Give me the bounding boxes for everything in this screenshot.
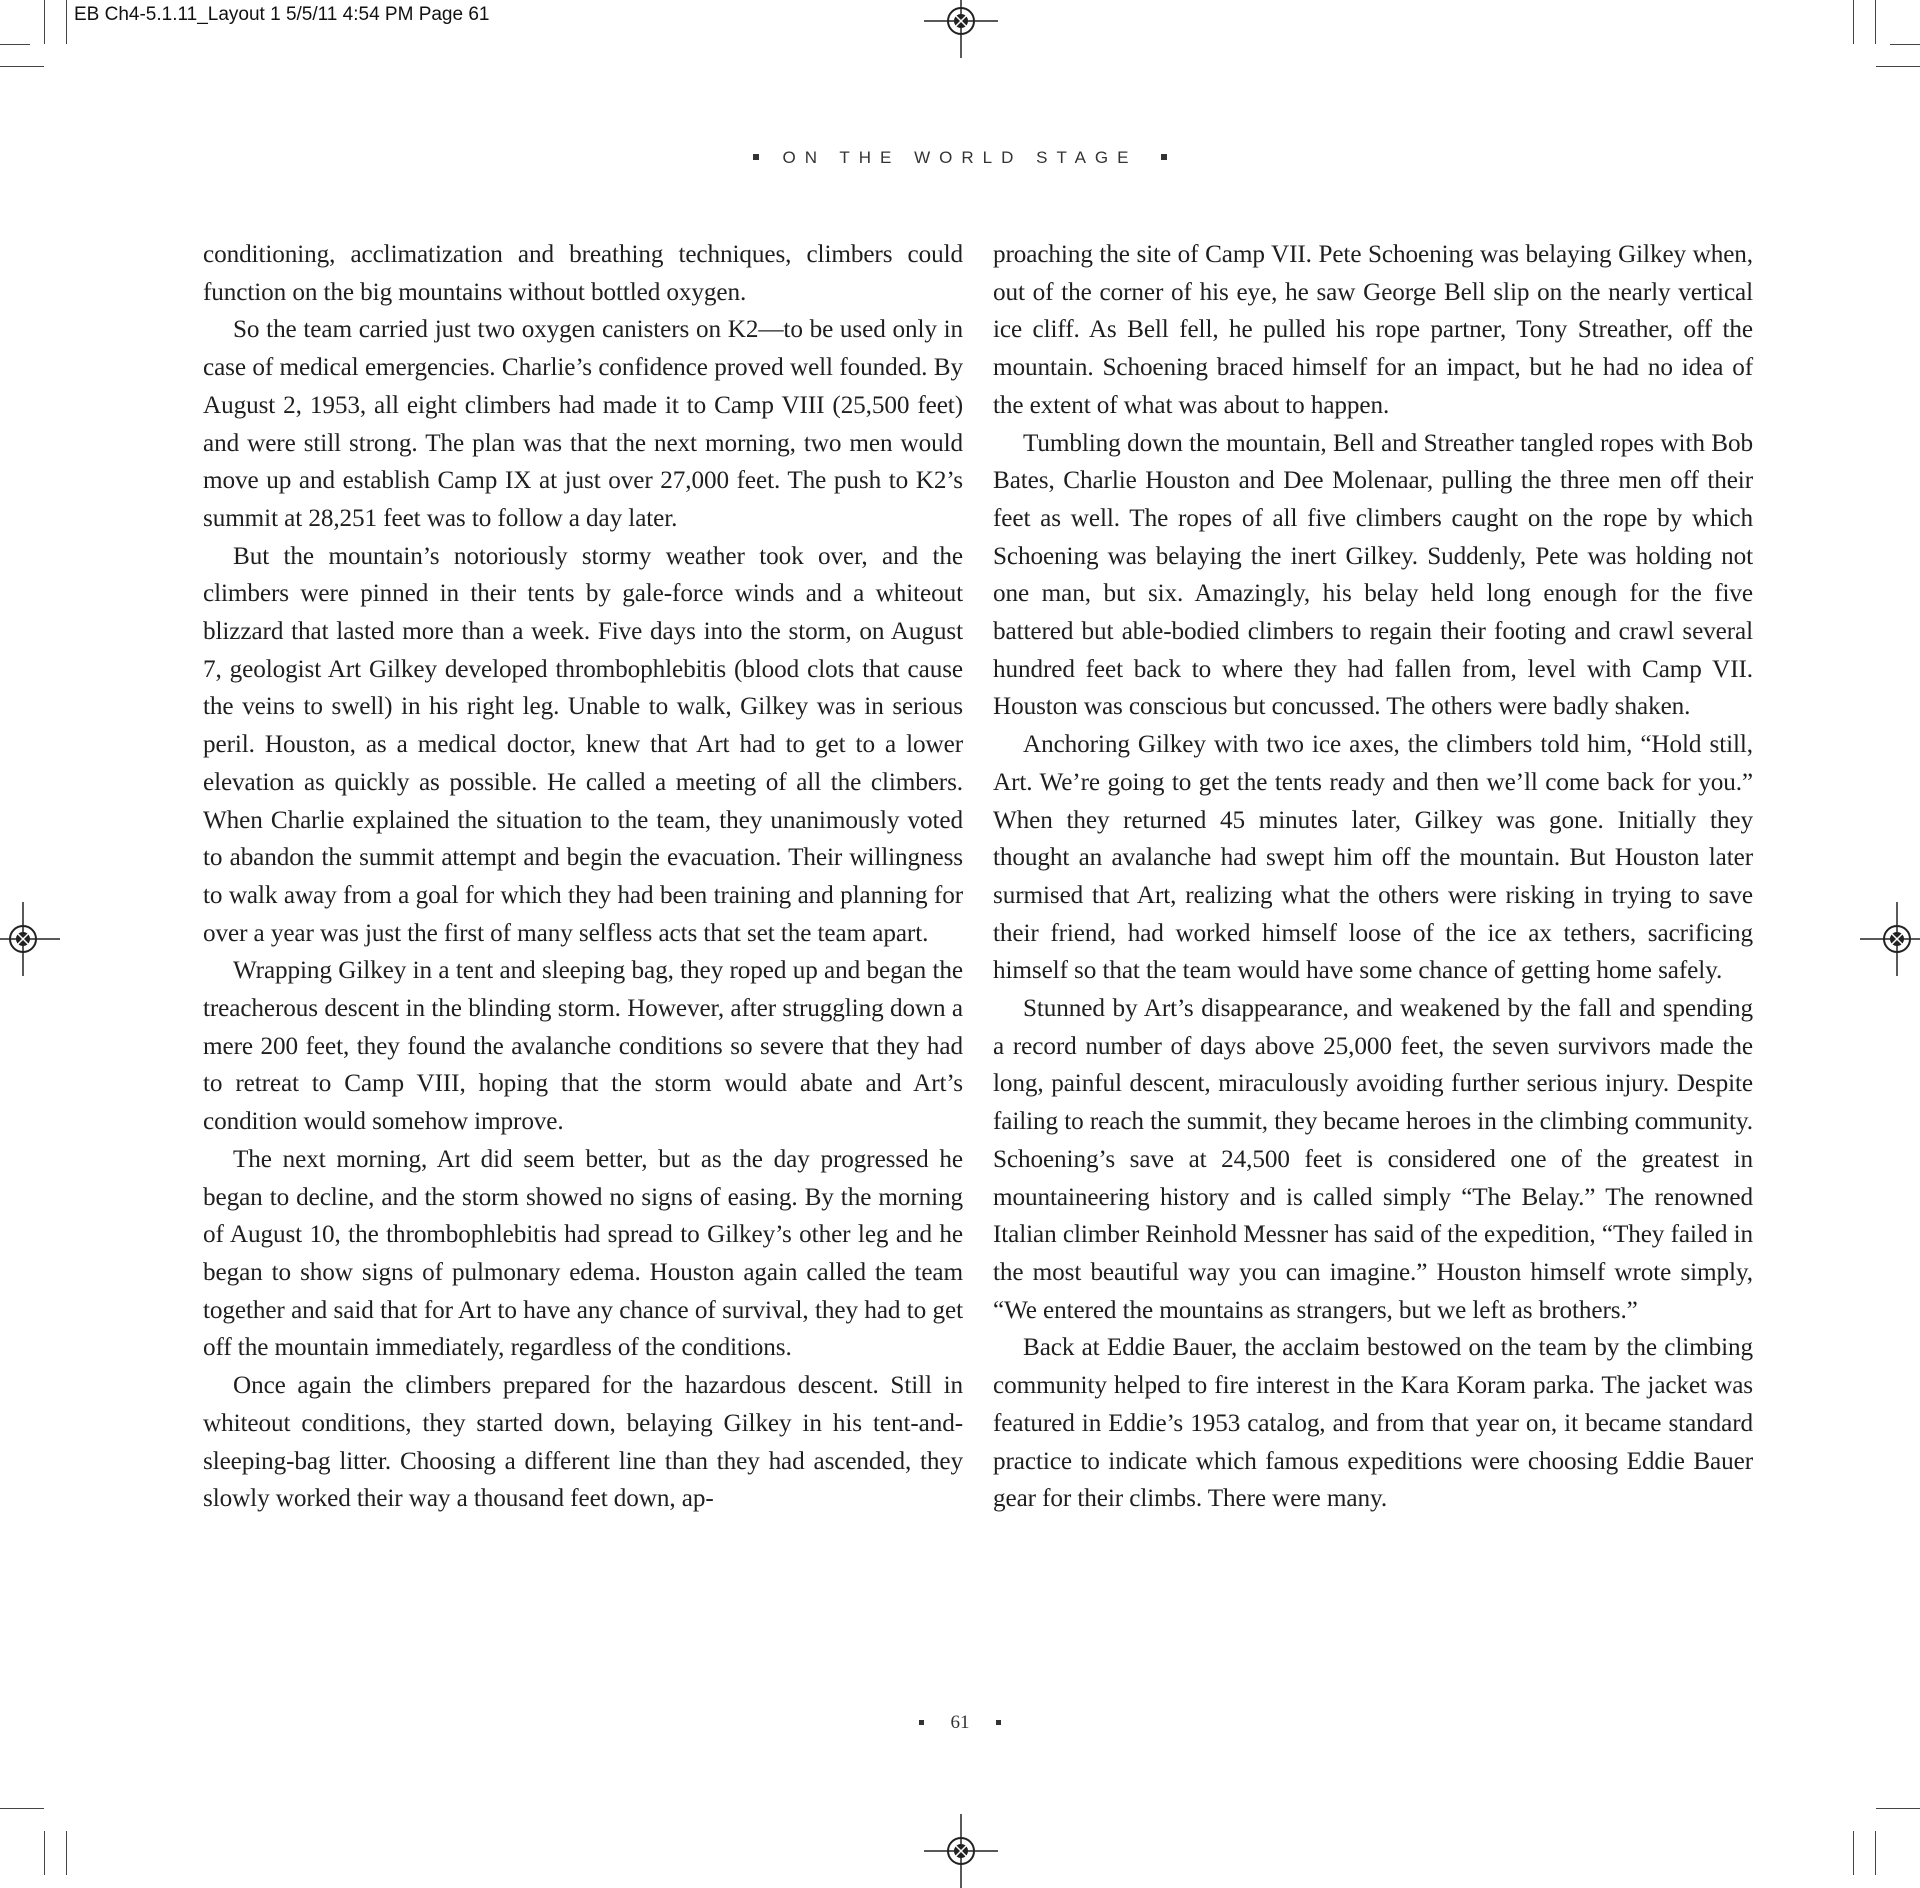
running-head bbox=[0, 148, 1920, 168]
registration-mark-left-icon bbox=[0, 902, 60, 976]
bullet-square-icon bbox=[996, 1720, 1001, 1725]
paragraph: The next morning, Art did seem better, but as the day progressed he began to decline, and the storm showed no signs of easing. By the morning of August 10, the thrombophlebitis had spread to Gilkey’s other leg and he began to show signs of pulmonary edema. Houston again called the team together and said that for Art to have any chance of survival, they had to get off the mountain immediately, regardless of the conditions. bbox=[203, 1145, 963, 1362]
bullet-square-icon bbox=[753, 154, 759, 160]
crop-mark-bottom-left-vertical-2 bbox=[66, 1831, 67, 1875]
paragraph: Back at Eddie Bauer, the acclaim bestowed on the team by the climbing community helped to fire interest in the Kara Koram parka. The jacket was featured in Eddie’s 1953 catalog, and from that year on, it became standard practice to indicate which famous expeditions were choosing Eddie Bauer gear for their climbs. There were many. bbox=[993, 1334, 1753, 1513]
bullet-square-icon bbox=[1161, 154, 1167, 160]
crop-mark-bottom-left-vertical bbox=[44, 1831, 45, 1875]
crop-mark-bottom-left-horizontal bbox=[0, 1808, 44, 1809]
crop-mark-top-left-horizontal-2 bbox=[0, 44, 30, 45]
folio bbox=[0, 1712, 1920, 1734]
crop-mark-top-right-vertical-2 bbox=[1875, 0, 1876, 44]
paragraph: proaching the site of Camp VII. Pete Schoening was belaying Gilkey when, out of the corner of his eye, he saw George Bell slip on the nearly vertical ice cliff. As Bell fell, he pulled his rope partner, Tony Streather, off the mountain. Schoening braced himself for an impact, but he had no idea of the extent of what was about to happen. bbox=[993, 241, 1753, 419]
paragraph: conditioning, acclimatization and breathing techniques, climbers could function on the big mountains without bottled oxygen. bbox=[203, 241, 963, 306]
paragraph: Anchoring Gilkey with two ice axes, the climbers told him, “Hold still, Art. We’re going to get the tents ready and then we’ll come back for you.” When they returned 45 minutes later, Gilkey was gone. Initially they thought an avalanche had swept him off the mountain. But Houston later surmised that Art, realizing what the others were risking in trying to save their friend, had worked himself loose of the ice ax tethers, sacrificing himself so that the team would have some chance of getting home safely. bbox=[993, 731, 1753, 985]
left-column bbox=[203, 236, 963, 1518]
paragraph: Once again the climbers prepared for the hazardous descent. Still in whiteout conditions, they started down, belaying Gilkey in his tent-and-sleeping-bag litter. Choosing a different line than they had ascended, they slowly worked their way a thousand feet down, ap- bbox=[203, 1372, 963, 1513]
running-head-text: ON THE WORLD STAGE bbox=[782, 148, 1138, 167]
crop-mark-bottom-right-vertical bbox=[1853, 1831, 1854, 1875]
print-slug: EB Ch4-5.1.11_Layout 1 5/5/11 4:54 PM Page 61 bbox=[74, 4, 490, 25]
right-column bbox=[993, 236, 1753, 1518]
registration-mark-right-icon bbox=[1860, 902, 1920, 976]
page-number: 61 bbox=[950, 1712, 970, 1733]
bullet-square-icon bbox=[919, 1720, 924, 1725]
paragraph: Tumbling down the mountain, Bell and Streather tangled ropes with Bob Bates, Charlie Houston and Dee Molenaar, pulling the three men off their feet as well. The ropes of all five climbers caught on the rope by which Schoening was belaying the inert Gilkey. Suddenly, Pete was holding not one man, but six. Amazingly, his belay held long enough for the five battered but able-bodied climbers to regain their footing and crawl several hundred feet back to where they had fallen from, level with Camp VII. Houston was conscious but concussed. The others were badly shaken. bbox=[993, 429, 1753, 721]
registration-mark-top-icon bbox=[924, 0, 998, 58]
crop-mark-bottom-right-horizontal bbox=[1876, 1808, 1920, 1809]
paragraph: But the mountain’s notoriously stormy weather took over, and the climbers were pinned in their tents by gale-force winds and a whiteout blizzard that lasted more than a week. Five days into the storm, on August 7, geologist Art Gilkey developed thrombophlebitis (blood clots that cause the veins to swell) in his right leg. Unable to walk, Gilkey was in serious peril. Houston, as a medical doctor, knew that Art had to get to a lower elevation as quickly as possible. He called a meeting of all the climbers. When Charlie explained the situation to the team, they unanimously voted to abandon the summit attempt and begin the evacuation. Their willingness to walk away from a goal for which they had been training and planning for over a year was just the first of many selfless acts that set the team apart. bbox=[203, 542, 963, 947]
crop-mark-top-left-vertical bbox=[44, 0, 45, 44]
crop-mark-top-right-vertical bbox=[1853, 0, 1854, 44]
paragraph: Wrapping Gilkey in a tent and sleeping bag, they roped up and began the treacherous descent in the blinding storm. However, after struggling down a mere 200 feet, they found the avalanche conditions so severe that they had to retreat to Camp VIII, hoping that the storm would abate and Art’s condition would somehow improve. bbox=[203, 957, 963, 1136]
crop-mark-top-left-horizontal bbox=[0, 66, 44, 67]
crop-mark-bottom-right-vertical-2 bbox=[1875, 1831, 1876, 1875]
paragraph: Stunned by Art’s disappearance, and weakened by the fall and spending a record number of days above 25,000 feet, the seven survivors made the long, painful descent, miraculously avoiding further serious injury. Despite failing to reach the summit, they became heroes in the climbing community. Schoening’s save at 24,500 feet is considered one of the greatest in mountaineering history and is called simply “The Belay.” The renowned Italian climber Reinhold Messner has said of the expedition, “They failed in the most beautiful way you can imagine.” Houston himself wrote simply, “We entered the mountains as strangers, but we left as brothers.” bbox=[993, 995, 1753, 1324]
crop-mark-top-right-horizontal bbox=[1876, 66, 1920, 67]
registration-mark-bottom-icon bbox=[924, 1814, 998, 1888]
paragraph: So the team carried just two oxygen canisters on K2—to be used only in case of medical emergencies. Charlie’s confidence proved well founded. By August 2, 1953, all eight climbers had made it to Camp VIII (25,500 feet) and were still strong. The plan was that the next morning, two men would move up and establish Camp IX at just over 27,000 feet. The push to K2’s summit at 28,251 feet was to follow a day later. bbox=[203, 316, 963, 532]
crop-mark-top-right-horizontal-2 bbox=[1890, 44, 1920, 45]
crop-mark-top-left-vertical-2 bbox=[66, 0, 67, 44]
